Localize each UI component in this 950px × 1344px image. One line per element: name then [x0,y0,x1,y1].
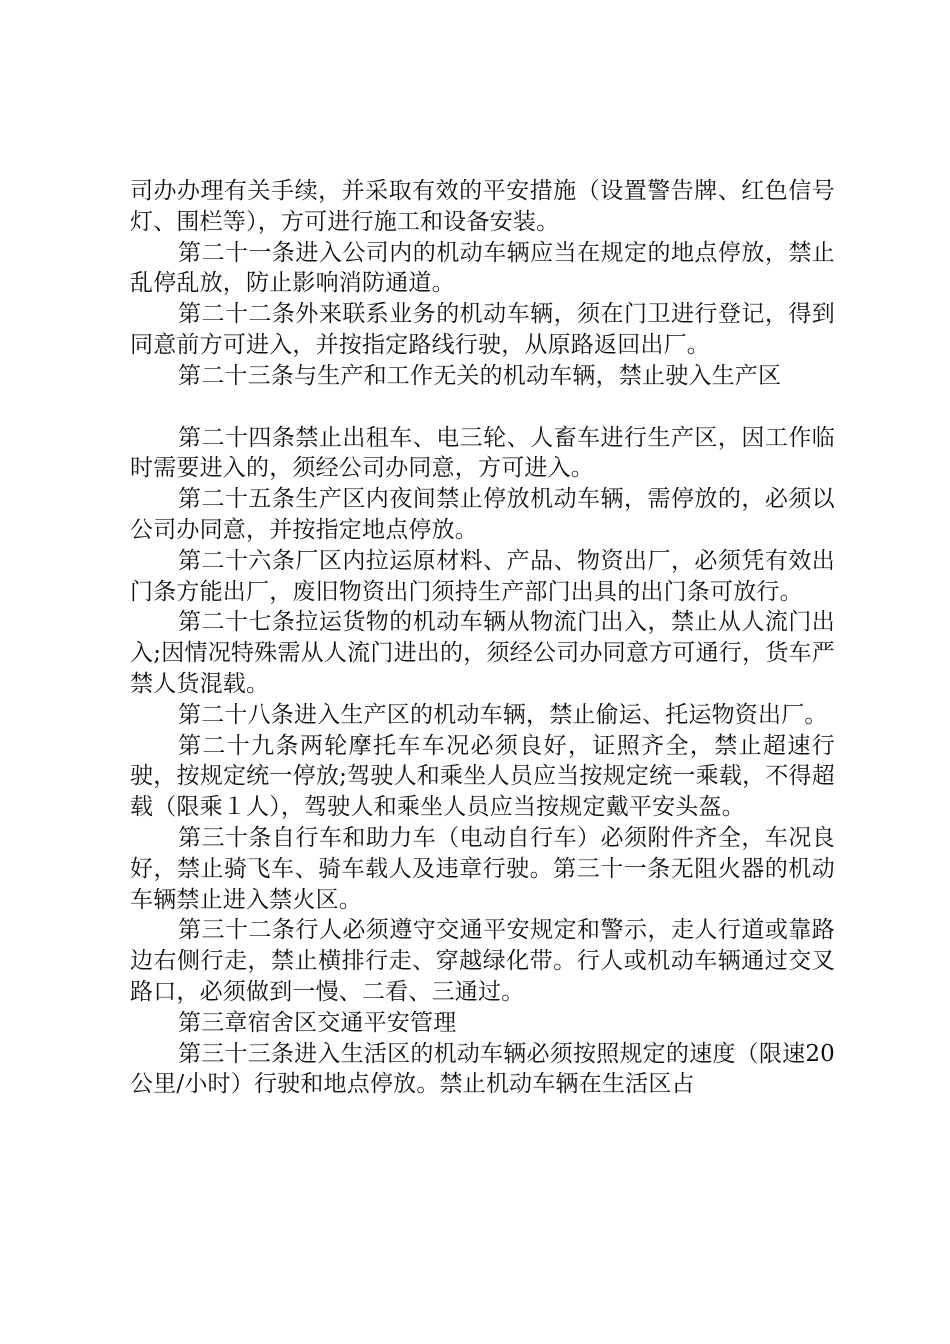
article-23: 第二十三条与生产和工作无关的机动车辆，禁止驶入生产区 [178,362,782,389]
article-33: 第三十三条进入生活区的机动车辆必须按照规定的速度（限速20公里/小时）行驶和地点停放。禁止机动车辆在生活区占 [130,1040,835,1098]
document-body [130,176,835,1100]
article-25: 第二十五条生产区内夜间禁止停放机动车辆，需停放的，必须以公司办同意，并按指定地点停放。 [130,486,835,543]
article-32: 第三十二条行人必须遵守交通平安规定和警示，走人行道或靠路边右侧行走，禁止横排行走、穿越绿化带。行人或机动车辆通过交叉路口，必须做到一慢、二看、三通过。 [130,917,835,1005]
article-21: 第二十一条进入公司内的机动车辆应当在规定的地点停放，禁止乱停乱放，防止影响消防通道。 [130,239,835,297]
article-22: 第二十二条外来联系业务的机动车辆，须在门卫进行登记，得到同意前方可进入，并按指定路线行驶，从原路返回出厂。 [130,301,835,358]
blank-line [130,392,835,423]
chapter-3-heading: 第三章宿舍区交通平安管理 [178,1009,457,1036]
paragraph-continued: 司办办理有关手续，并采取有效的平安措施（设置警告牌、红色信号灯、围栏等），方可进行施工和设备安装。 [130,178,835,235]
article-28: 第二十八条进入生产区的机动车辆，禁止偷运、托运物资出厂。 [178,701,828,728]
article-24: 第二十四条禁止出租车、电三轮、人畜车进行生产区，因工作临时需要进入的，须经公司办同意，方可进入。 [130,424,835,482]
article-29: 第二十九条两轮摩托车车况必须良好，证照齐全，禁止超速行驶，按规定统一停放;驾驶人和乘坐人员应当按规定统一乘载，不得超载（限乘１人），驾驶人和乘坐人员应当按规定戴平安头盔。 [130,732,835,821]
article-30: 第三十条自行车和助力车（电动自行车）必须附件齐全，车况良好，禁止骑飞车、骑车载人及违章行驶。第三十一条无阻火器的机动车辆禁止进入禁火区。 [130,824,835,913]
article-26: 第二十六条厂区内拉运原材料、产品、物资出厂，必须凭有效出门条方能出厂，废旧物资出门须持生产部门出具的出门条可放行。 [130,547,835,605]
article-27: 第二十七条拉运货物的机动车辆从物流门出入，禁止从人流门出入;因情况特殊需从人流门进出的，须经公司办同意方可通行，货车严禁人货混载。 [130,609,835,697]
